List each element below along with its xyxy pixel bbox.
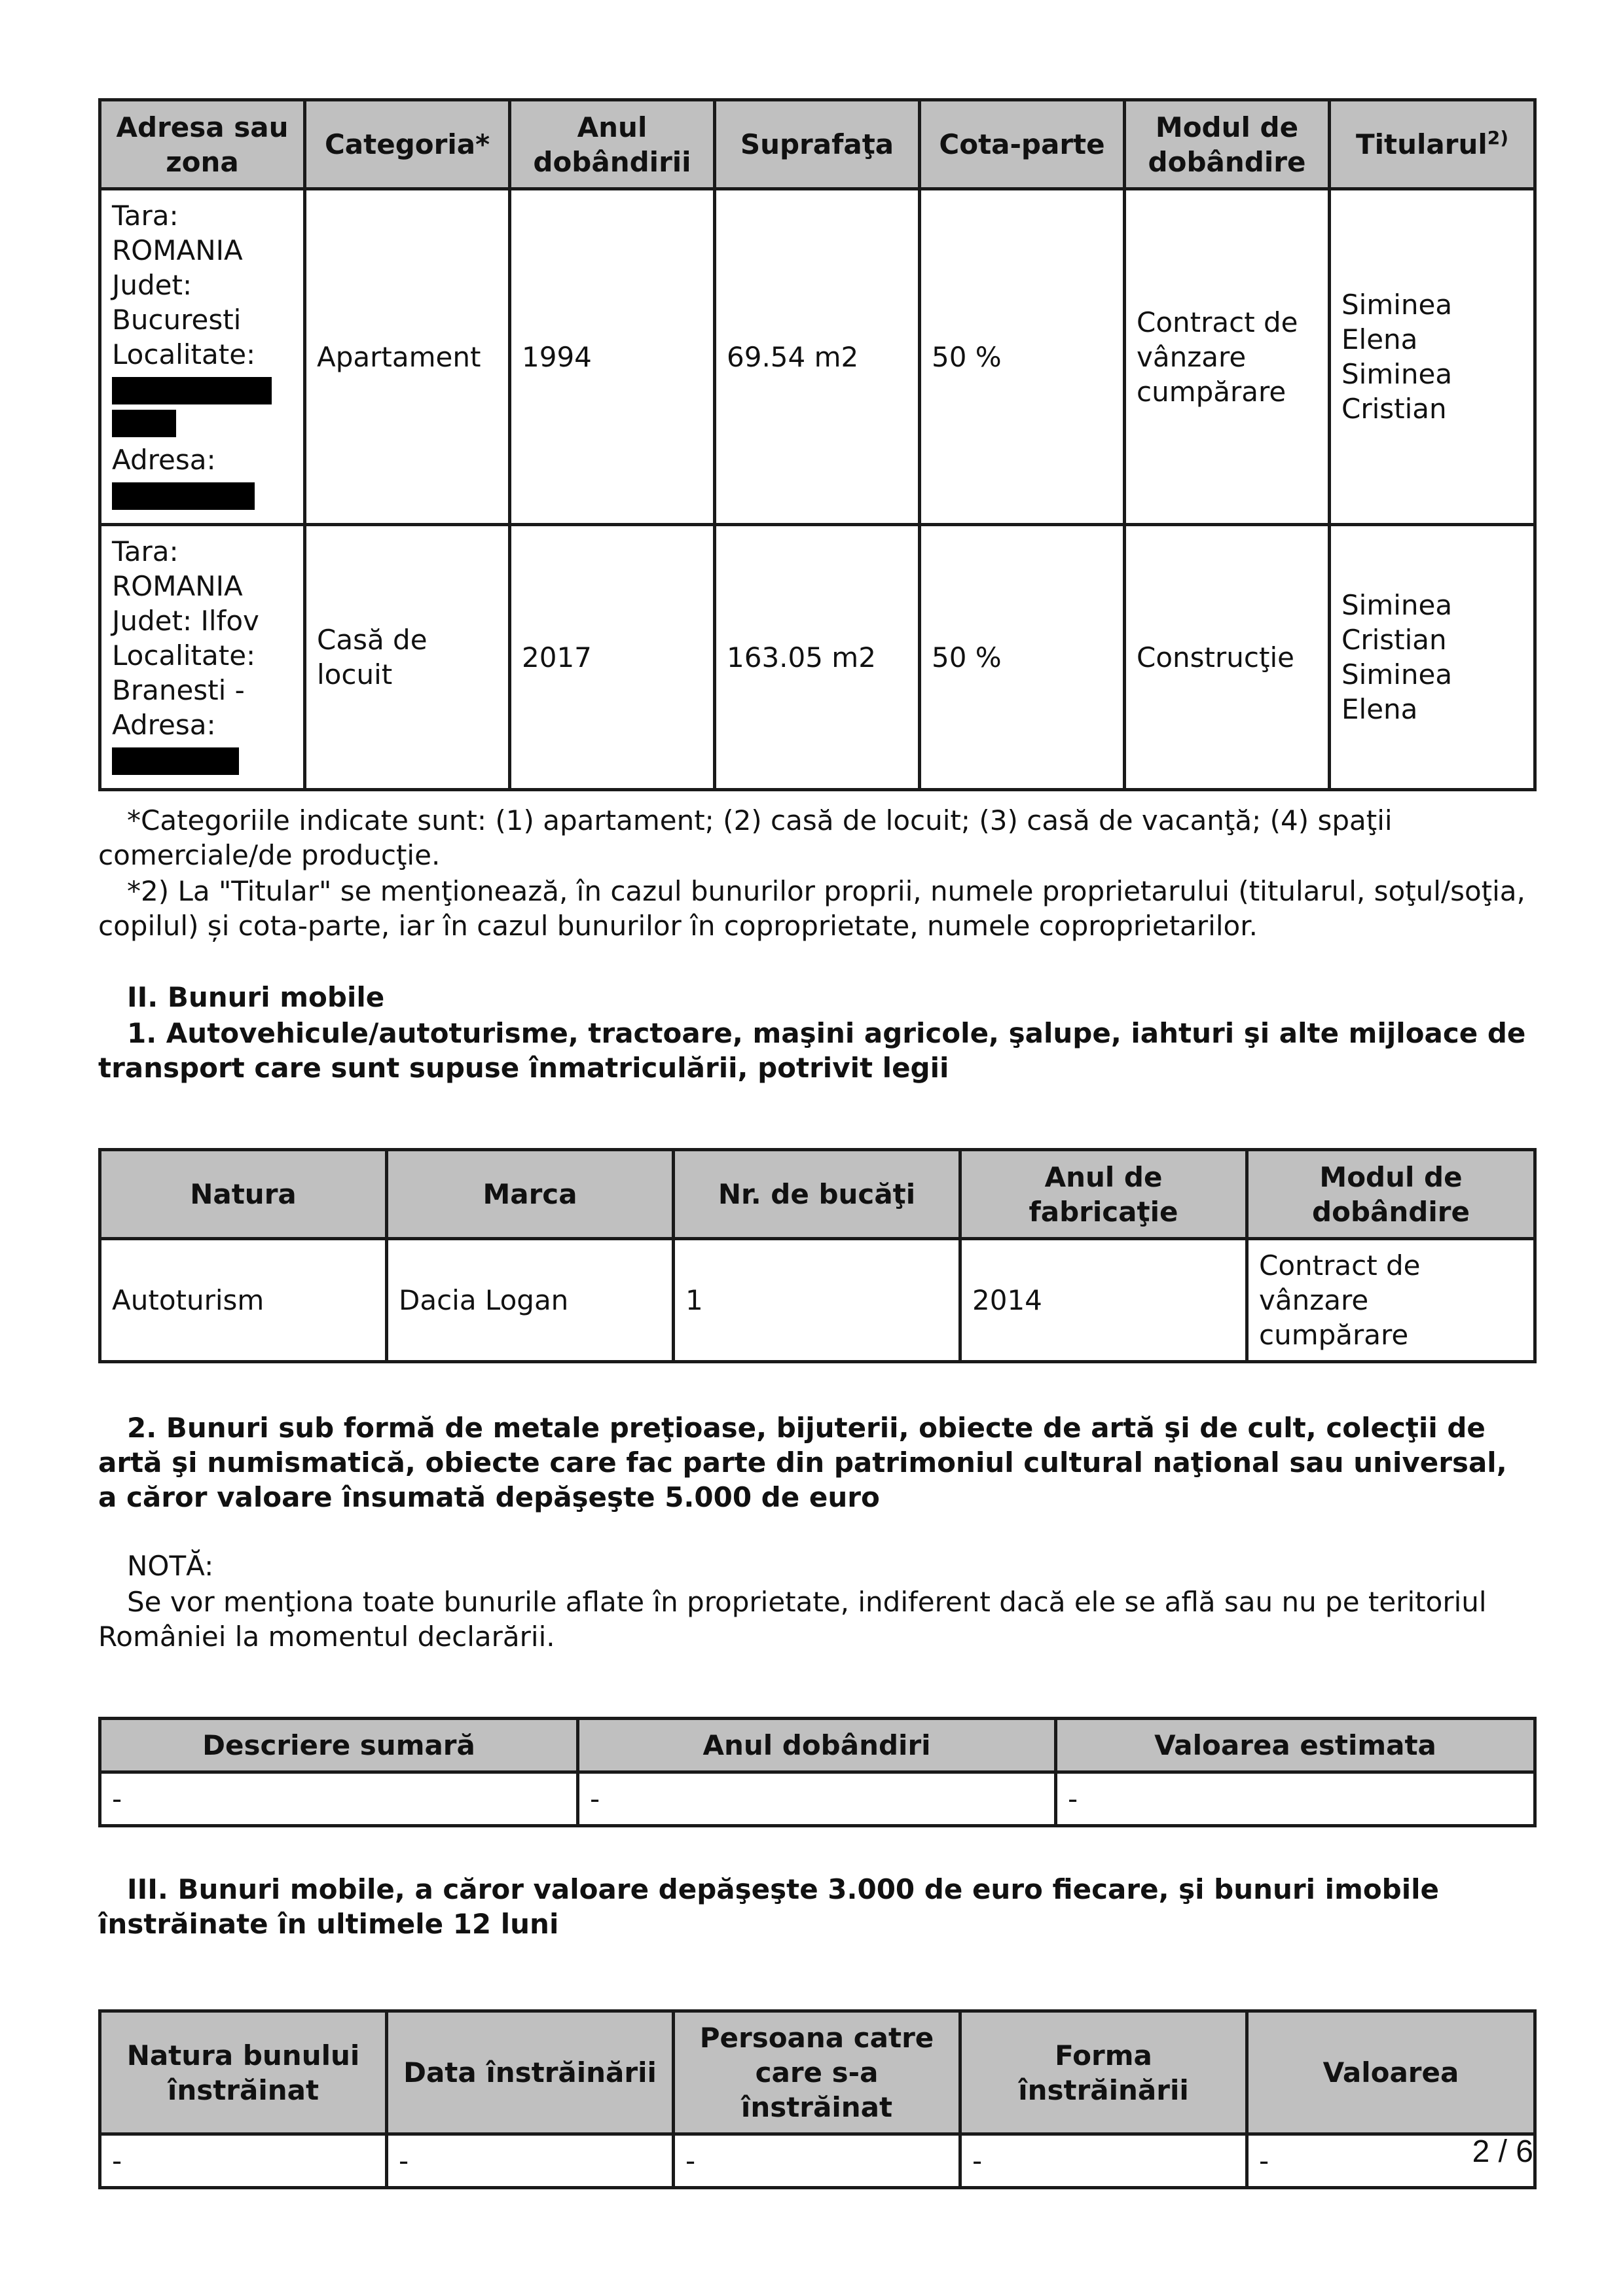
header-marca: Marca bbox=[387, 1150, 674, 1239]
valuables-header-row bbox=[100, 1719, 1535, 1772]
header-valoarea-estimata: Valoarea estimata bbox=[1056, 1719, 1535, 1772]
address-line: Adresa: bbox=[112, 444, 216, 476]
alienated-data-cell: - bbox=[387, 2134, 674, 2188]
address-line: Judet: Ilfov bbox=[112, 605, 259, 637]
categoria-cell: Apartament bbox=[305, 189, 510, 525]
header-categoria: Categoria* bbox=[305, 100, 510, 189]
valuable-descriere-cell: - bbox=[100, 1772, 578, 1826]
table-row bbox=[100, 2134, 1535, 2188]
alienated-header-row bbox=[100, 2011, 1535, 2134]
real-estate-table bbox=[98, 98, 1537, 791]
vehicle-bucati-cell: 1 bbox=[674, 1239, 960, 1362]
header-forma-instrainarii: Forma înstrăinării bbox=[960, 2011, 1247, 2134]
header-persoana: Persoana catre care s-a înstrăinat bbox=[674, 2011, 960, 2134]
real-estate-header-row bbox=[100, 100, 1535, 189]
valuable-an-cell: - bbox=[578, 1772, 1056, 1826]
titular-line: Siminea bbox=[1341, 658, 1453, 691]
titular-line: Cristian bbox=[1341, 624, 1447, 656]
alienated-natura-cell: - bbox=[100, 2134, 387, 2188]
modul-cell: Construcţie bbox=[1125, 525, 1330, 790]
suprafata-cell: 69.54 m2 bbox=[715, 189, 920, 525]
valuables-table bbox=[98, 1717, 1537, 1827]
valuable-valoare-cell: - bbox=[1056, 1772, 1535, 1826]
address-line: Judet: bbox=[112, 269, 192, 301]
header-anul: Anul dobândirii bbox=[510, 100, 715, 189]
modul-cell: Contract de vânzare cumpărare bbox=[1125, 189, 1330, 525]
titular-line: Elena bbox=[1341, 323, 1418, 355]
section-3-title: III. Bunuri mobile, a căror valoare depăşeşte 3.000 de euro fiecare, şi bunuri imobile înstrăinate în ultimele 12 luni bbox=[98, 1873, 1440, 1940]
redaction-bar bbox=[112, 410, 176, 437]
redaction-bar bbox=[112, 747, 239, 775]
titular-line: Siminea bbox=[1341, 589, 1453, 621]
header-anul-dobandiri: Anul dobândiri bbox=[578, 1719, 1056, 1772]
header-cota: Cota-parte bbox=[920, 100, 1125, 189]
vehicle-marca-cell: Dacia Logan bbox=[387, 1239, 674, 1362]
header-nr-bucati: Nr. de bucăţi bbox=[674, 1150, 960, 1239]
titular-line: Siminea bbox=[1341, 289, 1453, 321]
nota-text: Se vor menţiona toate bunurile aflate în proprietate, indiferent dacă ele se află sau nu pe teritoriul României la momentul declarării. bbox=[98, 1586, 1487, 1653]
address-cell bbox=[100, 525, 305, 790]
anul-cell: 1994 bbox=[510, 189, 715, 525]
address-line: Tara: bbox=[112, 200, 179, 232]
titular-footnote: *2) La "Titular" se menţionează, în cazul bunurilor proprii, numele proprietarului (titularul, soţul/soţia, copilul) și cota-parte, iar în cazul bunurilor în coproprietate, numele coproprietarilor. bbox=[98, 875, 1525, 942]
alienated-valoarea-cell: - bbox=[1247, 2134, 1535, 2188]
categoria-cell: Casă de locuit bbox=[305, 525, 510, 790]
vehicles-header-row bbox=[100, 1150, 1535, 1239]
section-2-sub1-title: 1. Autovehicule/autoturisme, tractoare, maşini agricole, şalupe, iahturi şi alte mijloace de transport care sunt supuse înmatriculării, potrivit legii bbox=[98, 1017, 1526, 1084]
header-data-instrainarii: Data înstrăinării bbox=[387, 2011, 674, 2134]
address-line: Tara: bbox=[112, 535, 179, 567]
address-line: ROMANIA bbox=[112, 234, 243, 266]
header-adresa: Adresa sau zona bbox=[100, 100, 305, 189]
address-line: Adresa: bbox=[112, 709, 216, 741]
header-titular-label: Titularul bbox=[1355, 128, 1487, 160]
table-row bbox=[100, 1239, 1535, 1362]
vehicle-modul-cell: Contract de vânzare cumpărare bbox=[1247, 1239, 1535, 1362]
redaction-bar bbox=[112, 377, 272, 404]
header-descriere: Descriere sumară bbox=[100, 1719, 578, 1772]
address-cell bbox=[100, 189, 305, 525]
suprafata-cell: 163.05 m2 bbox=[715, 525, 920, 790]
address-line: Localitate: bbox=[112, 639, 256, 672]
header-modul-dobandire: Modul de dobândire bbox=[1247, 1150, 1535, 1239]
vehicle-an-cell: 2014 bbox=[960, 1239, 1247, 1362]
header-valoarea: Valoarea bbox=[1247, 2011, 1535, 2134]
titular-cell bbox=[1330, 189, 1535, 525]
header-natura: Natura bbox=[100, 1150, 387, 1239]
redaction-bar bbox=[112, 482, 255, 510]
address-line: Bucuresti bbox=[112, 304, 242, 336]
page-number: 2 / 6 bbox=[1472, 2134, 1533, 2169]
sub2-title: 2. Bunuri sub formă de metale preţioase, bijuterii, obiecte de artă şi de cult, colecţii de artă şi numismatică, obiecte care fac parte din patrimoniul cultural naţional sau universal, a căror valoare însumată depăşeşte 5.000 de euro bbox=[98, 1412, 1507, 1513]
header-modul: Modul de dobândire bbox=[1125, 100, 1330, 189]
header-natura-bunului: Natura bunului înstrăinat bbox=[100, 2011, 387, 2134]
table-row bbox=[100, 525, 1535, 790]
nota-label: NOTĂ: bbox=[127, 1550, 214, 1582]
address-line: Branesti - bbox=[112, 674, 245, 706]
titular-line: Siminea bbox=[1341, 358, 1453, 390]
categories-footnote: *Categoriile indicate sunt: (1) apartament; (2) casă de locuit; (3) casă de vacanţă; (4) spaţii comerciale/de producţie. bbox=[98, 804, 1393, 871]
address-line: Localitate: bbox=[112, 338, 256, 370]
alienated-forma-cell: - bbox=[960, 2134, 1247, 2188]
document-page bbox=[98, 98, 1533, 2189]
vehicle-natura-cell: Autoturism bbox=[100, 1239, 387, 1362]
alienated-persoana-cell: - bbox=[674, 2134, 960, 2188]
cota-cell: 50 % bbox=[920, 525, 1125, 790]
titular-line: Elena bbox=[1341, 693, 1418, 725]
header-anul-fabricatie: Anul de fabricaţie bbox=[960, 1150, 1247, 1239]
header-titular-sup: 2) bbox=[1487, 127, 1509, 149]
vehicles-table bbox=[98, 1148, 1537, 1363]
section-2-title: II. Bunuri mobile bbox=[127, 981, 385, 1013]
header-suprafata: Suprafaţa bbox=[715, 100, 920, 189]
titular-cell bbox=[1330, 525, 1535, 790]
titular-line: Cristian bbox=[1341, 393, 1447, 425]
cota-cell: 50 % bbox=[920, 189, 1125, 525]
address-line: ROMANIA bbox=[112, 570, 243, 602]
anul-cell: 2017 bbox=[510, 525, 715, 790]
table-row bbox=[100, 189, 1535, 525]
alienated-table bbox=[98, 2009, 1537, 2189]
header-titular bbox=[1330, 100, 1535, 189]
table-row bbox=[100, 1772, 1535, 1826]
